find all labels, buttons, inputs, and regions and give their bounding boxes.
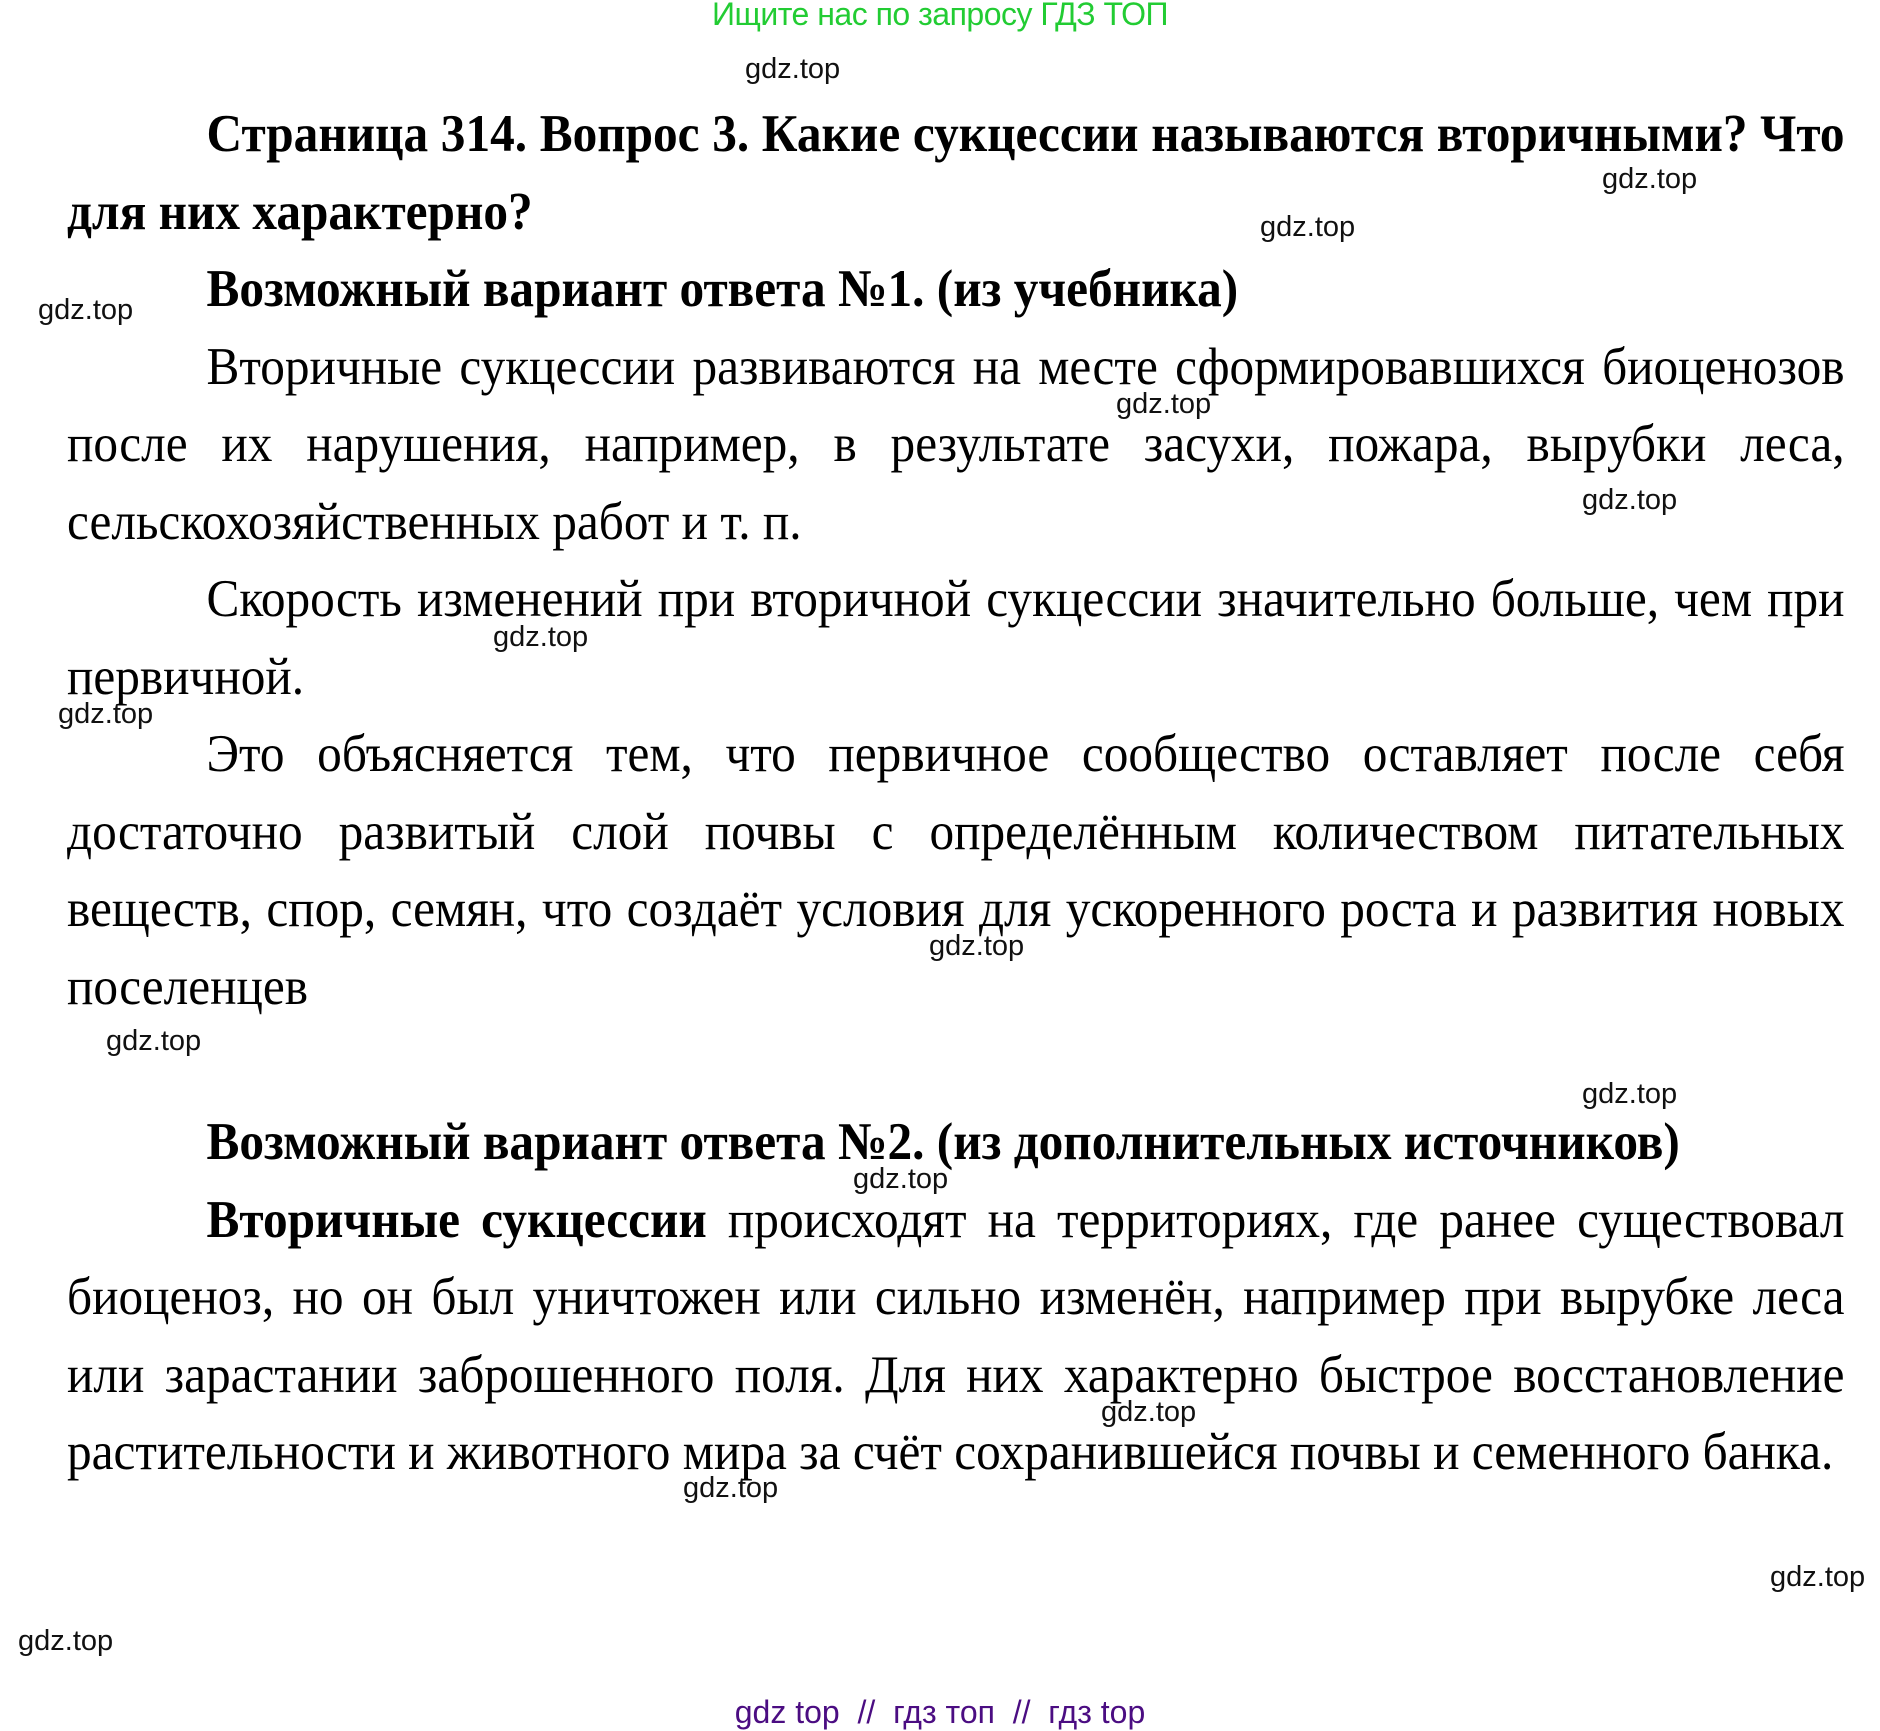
- search-banner: Ищите нас по запросу ГДЗ ТОП: [712, 0, 1168, 32]
- answer1-paragraph-1: Вторичные сукцессии развиваются на месте сформировавшихся биоценозов после их нарушения, например, в результате засухи, пожара, вырубки леса, сельскохозяйственных работ и т. п.: [67, 337, 1845, 551]
- section-gap: [67, 1026, 1845, 1104]
- watermark: gdz.top: [1582, 484, 1678, 516]
- question-heading: Страница 314. Вопрос 3. Какие сукцессии называются вторичными? Что для них характерно?: [67, 105, 1845, 241]
- watermark: gdz.top: [1101, 1396, 1197, 1428]
- watermark: gdz.top: [106, 1025, 202, 1057]
- document-body: [67, 96, 1845, 1492]
- watermark: gdz.top: [1260, 211, 1356, 243]
- answer1-paragraph-2: Скорость изменений при вторичной сукцессии значительно больше, чем при первичной.: [67, 570, 1845, 706]
- watermark: gdz.top: [493, 621, 589, 653]
- answer2-heading: Возможный вариант ответа №2. (из дополнительных источников): [206, 1113, 1680, 1171]
- answer2-bold-lead: Вторичные сукцессии: [206, 1190, 707, 1249]
- watermark: gdz.top: [853, 1163, 949, 1195]
- footer-watermark: gdz top // гдз топ // гдз top: [734, 1694, 1146, 1730]
- watermark: gdz.top: [18, 1625, 114, 1657]
- watermark: gdz.top: [38, 294, 134, 326]
- watermark: gdz.top: [683, 1472, 779, 1504]
- watermark: gdz.top: [929, 930, 1025, 962]
- watermark: gdz.top: [1602, 163, 1698, 195]
- watermark: gdz.top: [58, 698, 154, 730]
- watermark: gdz.top: [1582, 1078, 1678, 1110]
- watermark: gdz.top: [745, 53, 841, 85]
- answer2-paragraph-text: происходят на территориях, где ранее существовал биоценоз, но он был уничтожен или сильно изменён, например при вырубке леса или зарастании заброшенного поля. Для них характерно быстрое восстановление растительности и животного мира за счёт сохранившейся почвы и семенного банка.: [67, 1190, 1845, 1481]
- watermark: gdz.top: [1116, 388, 1212, 420]
- answer1-paragraph-3: Это объясняется тем, что первичное сообщество оставляет после себя достаточно развитый слой почвы с определённым количеством питательных веществ, спор, семян, что создаёт условия для ускоренного роста и развития новых поселенцев: [67, 725, 1845, 1016]
- watermark: gdz.top: [1770, 1561, 1866, 1593]
- answer2-paragraph: [67, 1182, 1845, 1492]
- answer1-heading: Возможный вариант ответа №1. (из учебника): [206, 260, 1239, 318]
